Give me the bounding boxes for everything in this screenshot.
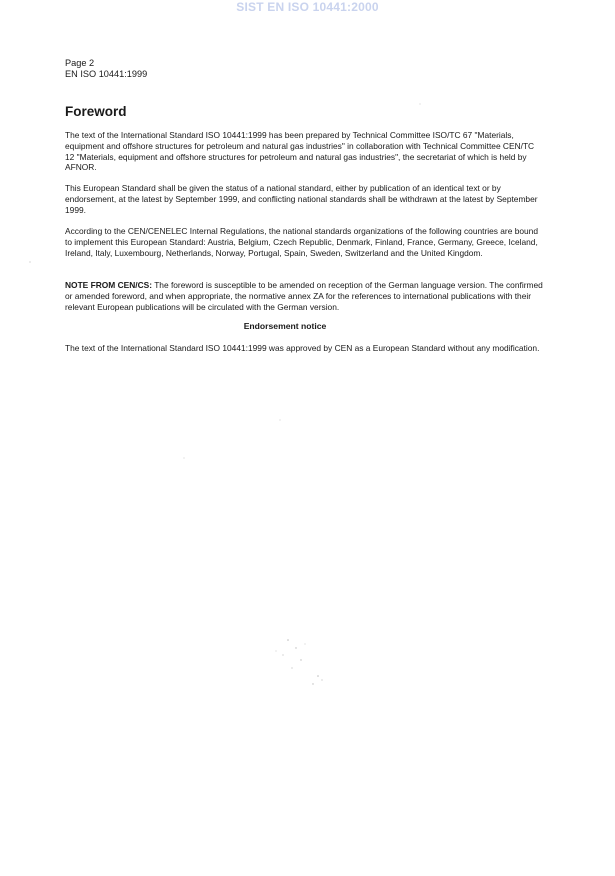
standard-reference: EN ISO 10441:1999 [65, 69, 148, 79]
endorsement-heading: Endorsement notice [243, 321, 327, 331]
foreword-paragraph-3: According to the CEN/CENELEC Internal Regulations, the national standards organizations of the following countries are bound to implement this European Standard: Austria, Belgium, Czech Republic, Denmark, Finland, France, Germany, Greece, Iceland, Ireland, Italy, Luxembourg, Netherlands, Norway, Portugal, Spain, Sweden, Switzerland and the United Kingdom. [65, 226, 538, 258]
foreword-paragraph-2: This European Standard shall be given the status of a national standard, either by publication of an identical text or by endorsement, at the latest by September 1999, and conflicting national standards shall be withdrawn at the latest by September 1999. [65, 183, 538, 215]
note-text: The foreword is susceptible to be amended on reception of the German language version. The confirmed or amended foreword, and when appropriate, the normative annex ZA for the references to international publications with their relevant European publications will be circulated with the German version. [65, 280, 543, 312]
page-number: Page 2 [65, 58, 95, 68]
note-lead: NOTE FROM CEN/CS: [65, 280, 153, 290]
watermark: SIST EN ISO 10441:2000 [236, 0, 379, 14]
foreword-paragraph-1: The text of the International Standard ISO 10441:1999 has been prepared by Technical Committee ISO/TC 67 "Materials, equipment and offshore structures for petroleum and natural gas industries" in collaboration with Technical Committee CEN/TC 12 "Materials, equipment and offshore structures for petroleum and natural gas industries", the secretariat of which is held by AFNOR. [65, 130, 535, 173]
endorsement-paragraph: The text of the International Standard ISO 10441:1999 was approved by CEN as a European Standard without any modification. [65, 343, 540, 353]
foreword-heading: Foreword [65, 104, 127, 119]
